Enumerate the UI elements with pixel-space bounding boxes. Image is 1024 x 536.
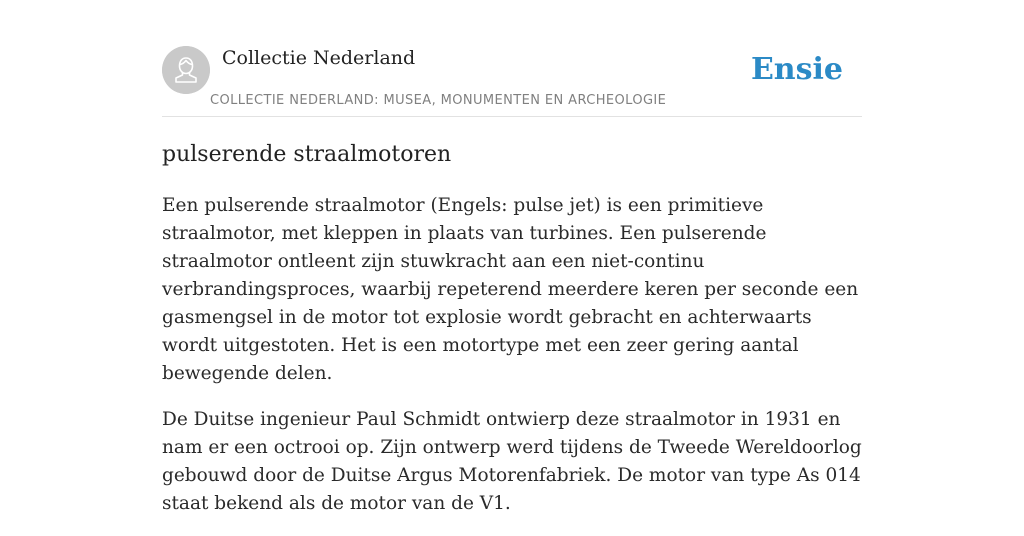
avatar[interactable]	[162, 46, 210, 94]
source-name[interactable]: COLLECTIE NEDERLAND: MUSEA, MONUMENTEN EN ARCHEOLOGIE	[210, 93, 667, 108]
brand-logo[interactable]: Ensie	[750, 52, 843, 87]
user-placeholder-icon	[162, 46, 210, 94]
paragraph: Een pulserende straalmotor (Engels: pulse jet) is een primitieve straalmotor, met kleppen in plaats van turbines. Een pulserende straalmotor ontleent zijn stuwkracht aan een niet-continu verbrandingsproces, waarbij repeterend meerdere keren per seconde een gasmengsel in de motor tot explosie wordt gebracht en achterwaarts wordt uitgestoten. Het is een motortype met een zeer gering aantal bewegende delen.	[162, 195, 859, 384]
author-name[interactable]: Collectie Nederland	[222, 47, 416, 69]
page-title: pulserende straalmotoren	[162, 142, 452, 167]
article-header	[162, 46, 862, 117]
article-body	[162, 192, 862, 536]
paragraph: De Duitse ingenieur Paul Schmidt ontwierp deze straalmotor in 1931 en nam er een octrooi op. Zijn ontwerp werd tijdens de Tweede Wereldoorlog gebouwd door de Duitse Argus Motorenfabriek. De motor van type As 014 staat bekend als de motor van de V1.	[162, 409, 862, 514]
